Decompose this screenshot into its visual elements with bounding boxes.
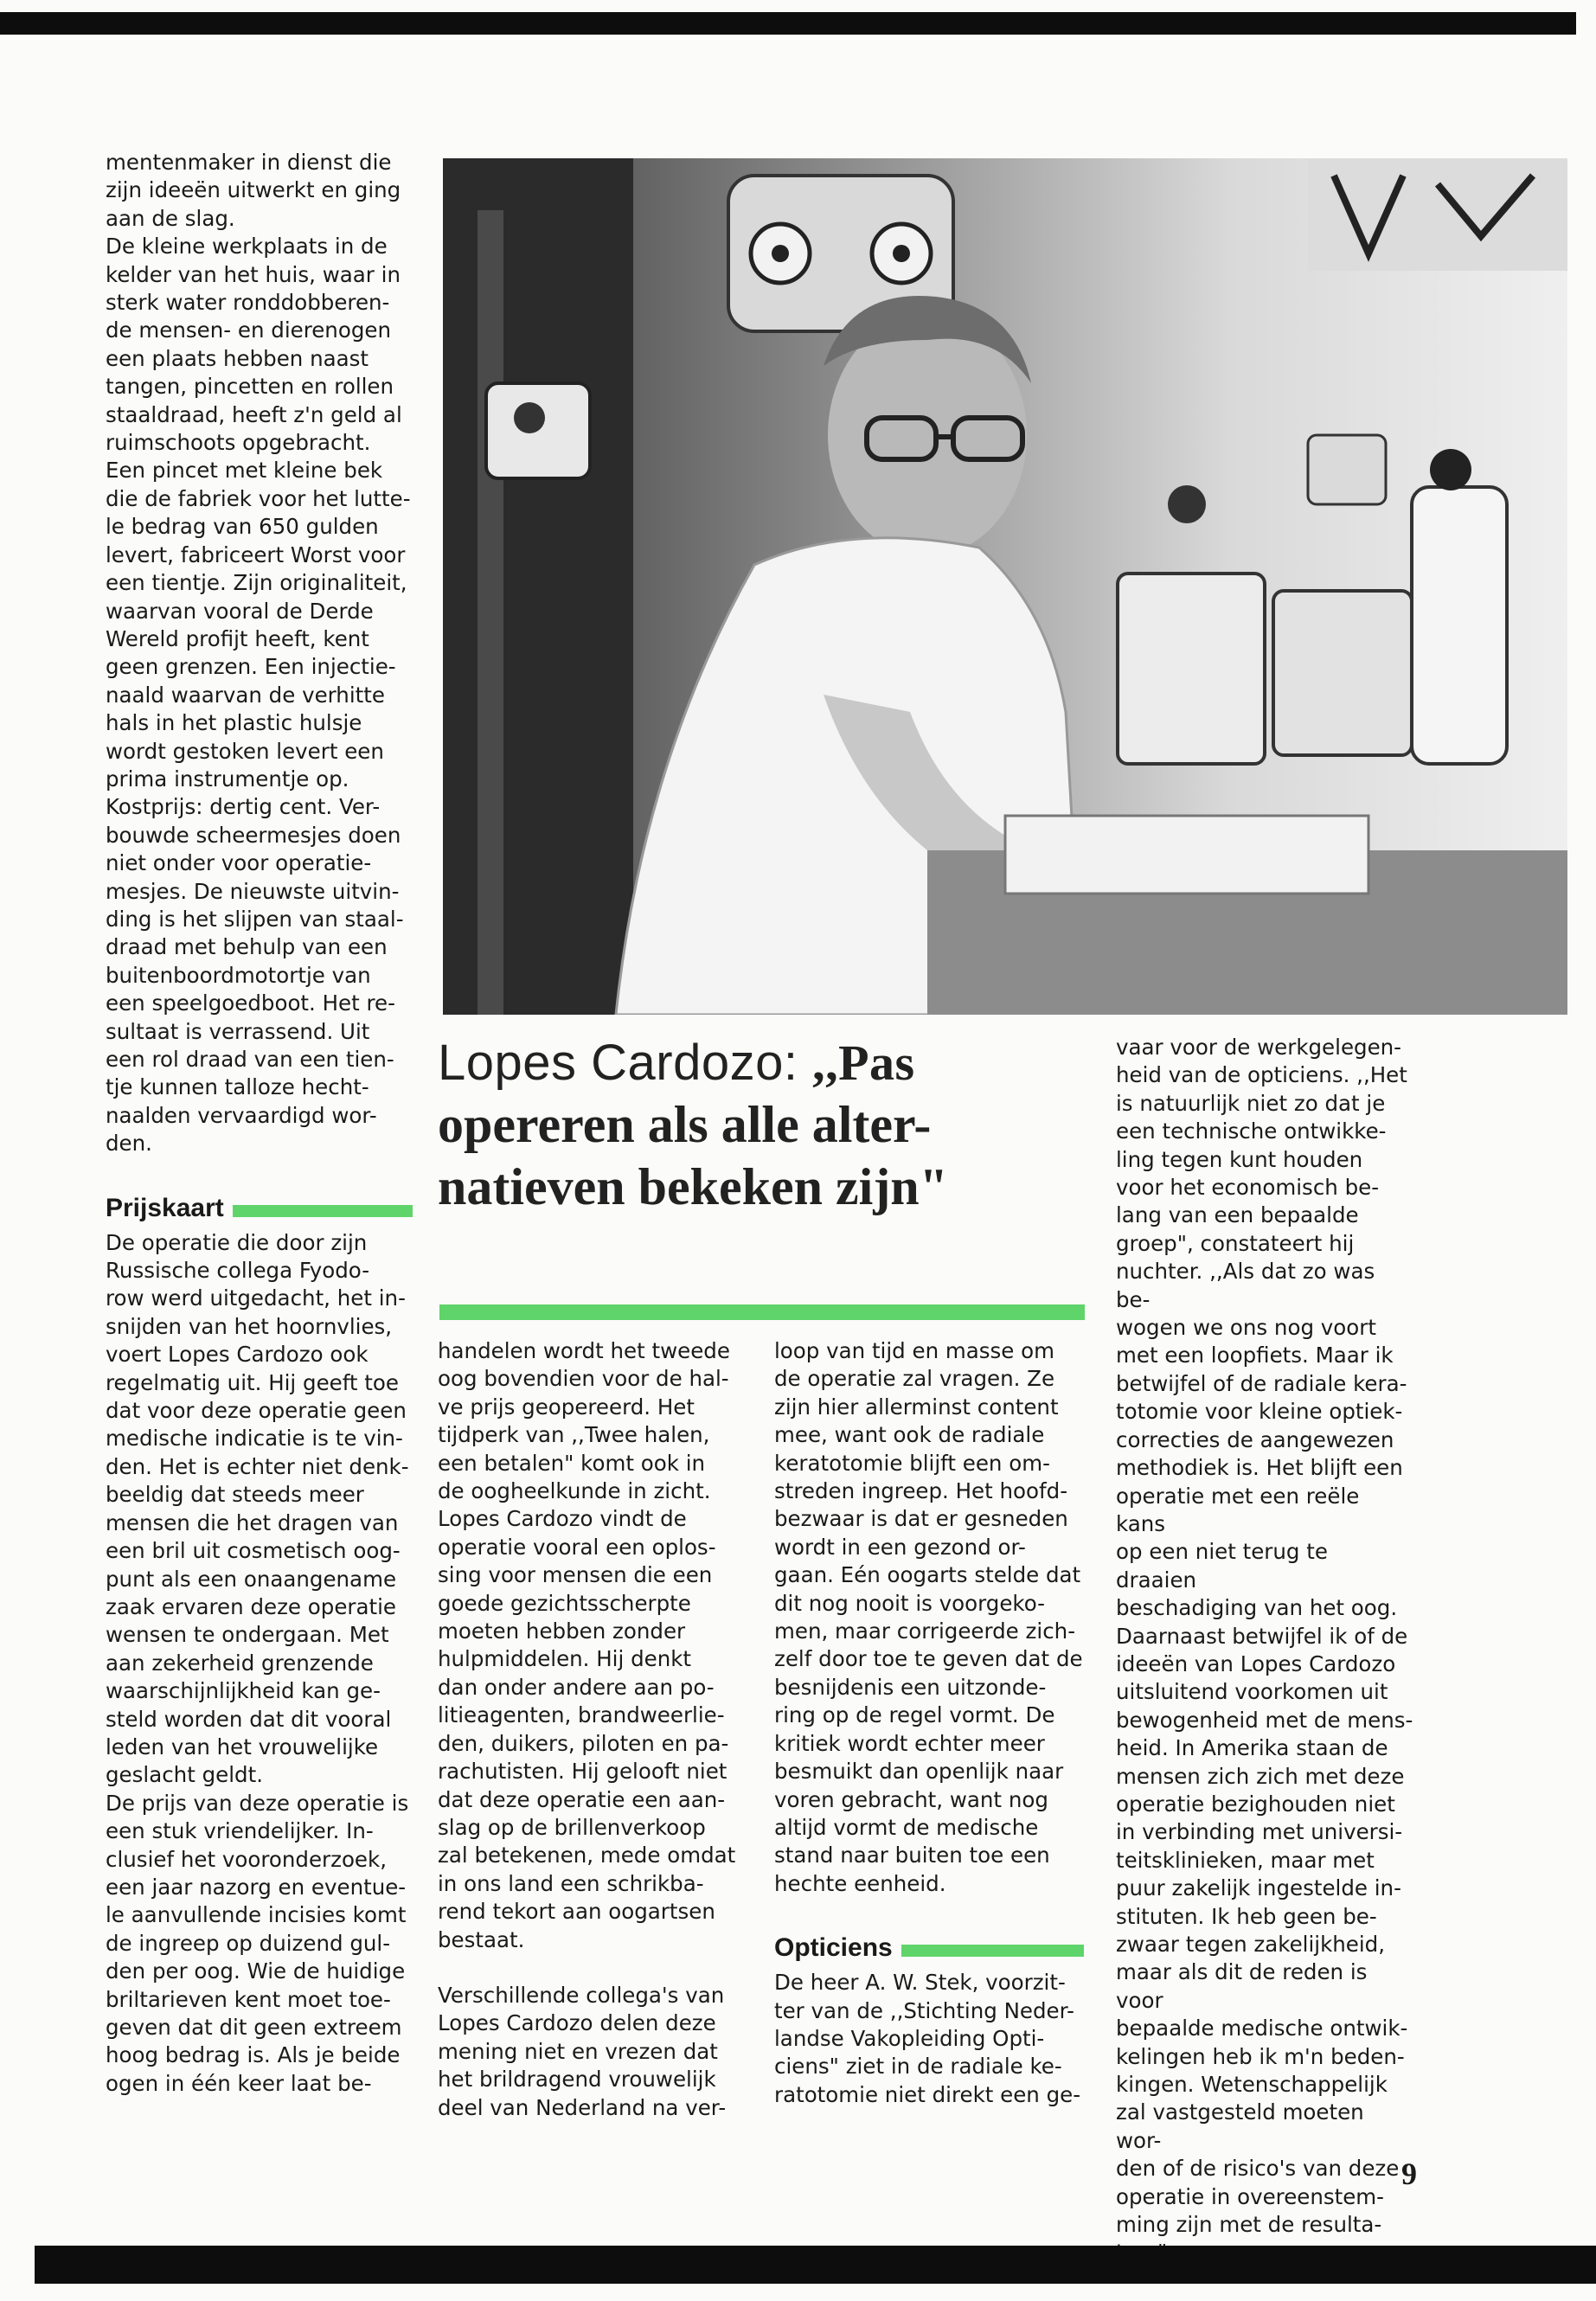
text-line: streden ingreep. Het hoofd- xyxy=(774,1478,1068,1504)
text-line: een plaats hebben naast xyxy=(106,345,369,371)
text-line: tangen, pincetten en rollen xyxy=(106,374,394,400)
photo-ophthalmologist-icon xyxy=(443,158,1567,1015)
text-line: slag op de brillenverkoop xyxy=(438,1814,706,1840)
text-line: de mensen- en dierenogen xyxy=(106,317,391,343)
text-line: deel van Nederland na ver- xyxy=(438,2094,727,2120)
column2-paragraph-a xyxy=(438,1337,754,1954)
text-line: heid van de opticiens. ,,Het xyxy=(1116,1062,1407,1088)
text-line: den. Het is echter niet denk- xyxy=(106,1453,409,1479)
subhead-opticiens xyxy=(774,1931,1084,1965)
text-line: mesjes. De nieuwste uitvin- xyxy=(106,878,400,904)
text-line: die de fabriek voor het lutte- xyxy=(106,485,411,511)
text-line: maar als dit de reden is voor xyxy=(1116,1959,1368,2013)
text-line: sterk water ronddobberen- xyxy=(106,290,390,316)
text-line: zijn ideeën uitwerkt en ging xyxy=(106,177,401,203)
text-line: de ingreep op duizend gul- xyxy=(106,1930,391,1956)
subhead-prijskaart xyxy=(106,1191,413,1226)
text-line: punt als een onaangename xyxy=(106,1566,397,1592)
text-line: den. xyxy=(106,1131,152,1157)
text-line: Wereld profijt heeft, kent xyxy=(106,625,369,651)
text-line: naald waarvan de verhitte xyxy=(106,682,385,708)
text-line: Kostprijs: dertig cent. Ver- xyxy=(106,794,381,820)
text-line: hoog bedrag is. Als je beide xyxy=(106,2042,401,2068)
text-line: mensen zich zich met deze xyxy=(1116,1763,1405,1789)
text-line: methodiek is. Het blijft een xyxy=(1116,1455,1403,1481)
text-line: in ons land een schrikba- xyxy=(438,1870,704,1896)
text-line: handelen wordt het tweede xyxy=(438,1338,730,1363)
text-line: uitsluitend voorkomen uit xyxy=(1116,1679,1388,1705)
text-line: den of de risico's van deze xyxy=(1116,2156,1400,2182)
text-line: gaan. Eén oogarts stelde dat xyxy=(774,1562,1081,1588)
subhead-accent-bar xyxy=(901,1945,1084,1957)
text-line: Lopes Cardozo delen deze xyxy=(438,2010,716,2036)
text-line: kingen. Wetenschappelijk xyxy=(1116,2072,1388,2098)
text-line: ling tegen kunt houden xyxy=(1116,1146,1363,1172)
text-line: beschadiging van het oog. xyxy=(1116,1595,1398,1621)
article-column-4 xyxy=(1116,1034,1414,2267)
text-line: tje kunnen talloze hecht- xyxy=(106,1074,369,1100)
text-line: den, duikers, piloten en pa- xyxy=(438,1730,729,1756)
text-line: bewogenheid met de mens- xyxy=(1116,1707,1413,1733)
text-line: briltarieven kent moet toe- xyxy=(106,1986,391,2012)
text-line: bepaalde medische ontwik- xyxy=(1116,2016,1408,2041)
text-line: puur zakelijk ingestelde in- xyxy=(1116,1875,1401,1901)
column3-paragraph-b xyxy=(774,1969,1084,2109)
text-line: de oogheelkunde in zicht. xyxy=(438,1478,711,1504)
text-line: ruimschoots opgebracht. xyxy=(106,430,371,456)
text-line: betwijfel of de radiale kera- xyxy=(1116,1370,1407,1396)
text-line: een speelgoedboot. Het re- xyxy=(106,990,395,1016)
text-line: zal betekenen, mede omdat xyxy=(438,1843,736,1868)
headline xyxy=(438,1033,1091,1218)
text-line: Russische collega Fyodo- xyxy=(106,1258,370,1284)
text-line: goede gezichtsscherpte xyxy=(438,1590,691,1616)
text-line: staaldraad, heeft z'n geld al xyxy=(106,401,402,427)
text-line: Daarnaast betwijfel ik of de xyxy=(1116,1623,1408,1649)
text-line: hals in het plastic hulsje xyxy=(106,710,362,736)
text-line: geslacht geldt. xyxy=(106,1762,263,1788)
text-line: ring op de regel vormt. De xyxy=(774,1702,1055,1728)
text-line: draad met behulp van een xyxy=(106,934,388,960)
article-column-1 xyxy=(106,149,413,2098)
text-line: sing voor mensen die een xyxy=(438,1562,713,1588)
text-line: besmuikt dan openlijk naar xyxy=(774,1759,1064,1785)
text-line: een betalen" komt ook in xyxy=(438,1450,706,1476)
text-line: geven dat dit geen extreem xyxy=(106,2015,402,2040)
text-line: De heer A. W. Stek, voorzit- xyxy=(774,1970,1066,1996)
text-line: voor het economisch be- xyxy=(1116,1175,1380,1201)
text-line: altijd vormt de medische xyxy=(774,1814,1039,1840)
text-line: mee, want ook de radiale xyxy=(774,1422,1045,1448)
headline-line-2: opereren als alle alter- xyxy=(438,1096,932,1153)
text-line: een tientje. Zijn originaliteit, xyxy=(106,570,407,596)
text-line: bouwde scheermesjes doen xyxy=(106,822,401,848)
text-line: operatie met een reële kans xyxy=(1116,1483,1360,1536)
accent-rule xyxy=(439,1304,1085,1320)
text-line: aan zekerheid grenzende xyxy=(106,1650,374,1676)
bottom-rule xyxy=(35,2246,1596,2284)
article-photo xyxy=(443,158,1567,1015)
column1-paragraph-a xyxy=(106,149,413,1158)
text-line: ideeën van Lopes Cardozo xyxy=(1116,1650,1396,1676)
text-line: operatie in overeenstem- xyxy=(1116,2183,1385,2209)
column4-paragraph xyxy=(1116,1034,1414,2267)
text-line: ciens" ziet in de radiale ke- xyxy=(774,2054,1062,2080)
text-line: medische indicatie is te vin- xyxy=(106,1426,403,1452)
text-line: zijn hier allerminst content xyxy=(774,1394,1059,1420)
text-line: le bedrag van 650 gulden xyxy=(106,514,379,540)
text-line: besnijdenis een uitzonde- xyxy=(774,1674,1047,1700)
column2-paragraph-b xyxy=(438,1982,754,2122)
text-line: men, maar corrigeerde zich- xyxy=(774,1618,1076,1644)
page-number: 9 xyxy=(1401,2157,1417,2191)
text-line: niet onder voor operatie- xyxy=(106,850,372,876)
column3-paragraph-a xyxy=(774,1337,1084,1898)
headline-line-1 xyxy=(438,1033,1091,1093)
headline-name: Lopes Cardozo: xyxy=(438,1035,813,1091)
text-line: correcties de aangewezen xyxy=(1116,1426,1394,1452)
text-line: ogen in één keer laat be- xyxy=(106,2070,372,2096)
text-line: stand naar buiten toe een xyxy=(774,1843,1050,1868)
text-line: snijden van het hoornvlies, xyxy=(106,1313,393,1339)
text-line: teitsklinieken, maar met xyxy=(1116,1847,1375,1873)
text-line: tijdperk van ,,Twee halen, xyxy=(438,1422,710,1448)
text-line: levert, fabriceert Worst voor xyxy=(106,542,406,567)
text-line: is natuurlijk niet zo dat je xyxy=(1116,1090,1386,1116)
text-line: in verbinding met universi- xyxy=(1116,1819,1403,1845)
text-line: een stuk vriendelijker. In- xyxy=(106,1818,374,1844)
text-line: voert Lopes Cardozo ook xyxy=(106,1342,369,1368)
subhead-prijskaart-label: Prijskaart xyxy=(106,1193,224,1222)
text-line: ming zijn met de resulta- xyxy=(1116,2212,1382,2238)
text-line: rend tekort aan oogartsen xyxy=(438,1899,715,1925)
text-line: keratotomie blijft een om- xyxy=(774,1450,1050,1476)
text-line: buitenboordmotortje van xyxy=(106,962,371,988)
article-column-3 xyxy=(774,1337,1084,2109)
headline-line-3: natieven bekeken zijn" xyxy=(438,1158,948,1215)
text-line: bestaat. xyxy=(438,1926,525,1952)
text-line: naalden vervaardigd wor- xyxy=(106,1102,377,1128)
text-line: Een pincet met kleine bek xyxy=(106,458,383,484)
text-line: ding is het slijpen van staal- xyxy=(106,906,404,932)
text-line: een bril uit cosmetisch oog- xyxy=(106,1538,401,1564)
text-line: het brildragend vrouwelijk xyxy=(438,2067,716,2093)
text-line: operatie vooral een oplos- xyxy=(438,1534,716,1560)
text-line: zelf door toe te geven dat de xyxy=(774,1646,1083,1672)
text-line: wensen te ondergaan. Met xyxy=(106,1622,389,1648)
text-line: waarschijnlijkheid kan ge- xyxy=(106,1678,381,1704)
text-line: mensen die het dragen van xyxy=(106,1509,399,1535)
text-line: rachutisten. Hij gelooft niet xyxy=(438,1759,727,1785)
text-line: litieagenten, brandweerlie- xyxy=(438,1702,725,1728)
text-line: landse Vakopleiding Opti- xyxy=(774,2025,1045,2051)
text-line: regelmatig uit. Hij geeft toe xyxy=(106,1369,399,1395)
text-line: voren gebracht, want nog xyxy=(774,1786,1048,1812)
text-line: wordt in een gezond or- xyxy=(774,1534,1026,1560)
text-line: De prijs van deze operatie is xyxy=(106,1790,409,1816)
text-line: De kleine werkplaats in de xyxy=(106,234,388,260)
text-line: zaak ervaren deze operatie xyxy=(106,1593,396,1619)
text-line: dat voor deze operatie geen xyxy=(106,1398,407,1424)
text-line: wordt gestoken levert een xyxy=(106,738,384,764)
text-line: aan de slag. xyxy=(106,205,235,231)
text-line: ve prijs geopereerd. Het xyxy=(438,1394,695,1420)
text-line: beeldig dat steeds meer xyxy=(106,1482,364,1508)
text-line: een rol draad van een tien- xyxy=(106,1047,394,1072)
text-line: den per oog. Wie de huidige xyxy=(106,1958,406,1984)
text-line: dit nog nooit is voorgeko- xyxy=(774,1590,1046,1616)
article-column-2 xyxy=(438,1337,754,2122)
text-line: steld worden dat dit vooral xyxy=(106,1706,392,1732)
text-line: op een niet terug te draaien xyxy=(1116,1539,1328,1593)
text-line: zwaar tegen zakelijkheid, xyxy=(1116,1932,1386,1957)
text-line: De operatie die door zijn xyxy=(106,1229,368,1255)
text-line: groep", constateert hij xyxy=(1116,1230,1355,1256)
text-line: loop van tijd en masse om xyxy=(774,1338,1055,1363)
text-line: oog bovendien voor de hal- xyxy=(438,1366,729,1392)
text-line: nuchter. ,,Als dat zo was be- xyxy=(1116,1259,1375,1312)
text-line: bezwaar is dat er gesneden xyxy=(774,1506,1068,1532)
text-line: kelder van het huis, waar in xyxy=(106,261,401,287)
subhead-accent-bar xyxy=(233,1205,413,1217)
text-line: row werd uitgedacht, het in- xyxy=(106,1285,406,1311)
text-line: kritiek wordt echter meer xyxy=(774,1730,1045,1756)
text-line: moeten hebben zonder xyxy=(438,1618,686,1644)
text-line: dan onder andere aan po- xyxy=(438,1674,715,1700)
text-line: sultaat is verrassend. Uit xyxy=(106,1018,370,1044)
text-line: een jaar nazorg en eventue- xyxy=(106,1874,407,1900)
text-line: prima instrumentje op. xyxy=(106,766,349,792)
text-line: mentenmaker in dienst die xyxy=(106,150,392,175)
top-rule xyxy=(0,12,1576,35)
text-line: waarvan vooral de Derde xyxy=(106,598,374,624)
text-line: Verschillende collega's van xyxy=(438,1982,725,2008)
text-line: met een loopfiets. Maar ik xyxy=(1116,1343,1394,1368)
text-line: lang van een bepaalde xyxy=(1116,1202,1359,1228)
text-line: hulpmiddelen. Hij denkt xyxy=(438,1646,692,1672)
text-line: geen grenzen. Een injectie- xyxy=(106,654,396,680)
text-line: stituten. Ik heb geen be- xyxy=(1116,1903,1377,1929)
text-line: le aanvullende incisies komt xyxy=(106,1902,407,1928)
text-line: hechte eenheid. xyxy=(774,1870,946,1896)
text-line: ratotomie niet direkt een ge- xyxy=(774,2081,1081,2107)
text-line: totomie voor kleine optiek- xyxy=(1116,1399,1403,1425)
text-line: ter van de ,,Stichting Neder- xyxy=(774,1997,1074,2023)
text-line: een technische ontwikke- xyxy=(1116,1118,1387,1144)
text-line: dat deze operatie een aan- xyxy=(438,1786,726,1812)
text-line: clusief het vooronderzoek, xyxy=(106,1846,387,1872)
text-line: mening niet en vrezen dat xyxy=(438,2038,718,2064)
text-line: wogen we ons nog voort xyxy=(1116,1315,1376,1341)
text-line: kelingen heb ik m'n beden- xyxy=(1116,2043,1405,2069)
text-line: vaar voor de werkgelegen- xyxy=(1116,1035,1402,1060)
text-line: operatie bezighouden niet xyxy=(1116,1791,1395,1817)
column1-paragraph-b xyxy=(106,1229,413,2099)
subhead-opticiens-label: Opticiens xyxy=(774,1933,893,1963)
text-line: leden van het vrouwelijke xyxy=(106,1734,379,1759)
text-line: de operatie zal vragen. Ze xyxy=(774,1366,1055,1392)
headline-quote-start: ,,Pas xyxy=(812,1035,915,1091)
text-line: Lopes Cardozo vindt de xyxy=(438,1506,687,1532)
text-line: zal vastgesteld moeten wor- xyxy=(1116,2099,1364,2153)
text-line: heid. In Amerika staan de xyxy=(1116,1735,1388,1761)
